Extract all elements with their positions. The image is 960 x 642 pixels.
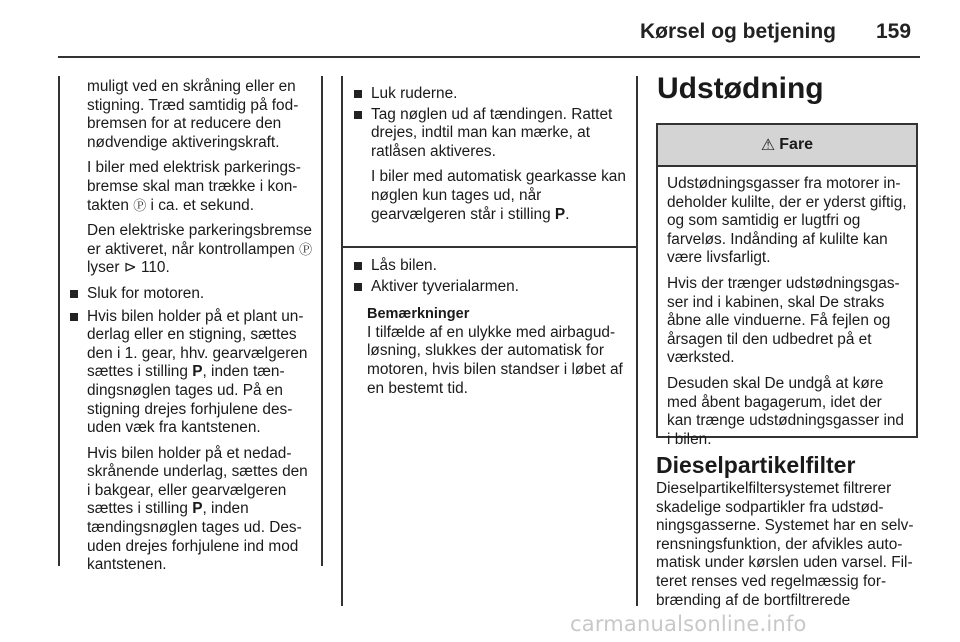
bullet-square-icon xyxy=(70,290,78,298)
section-heading: Udstødning xyxy=(657,72,824,105)
paragraph-automatic-gearbox: I biler med automatisk gearkasse kan nøglen kun tages ud, når gearvælgeren står i stilling P. xyxy=(371,168,626,223)
list-item: Aktiver tyverialarmen. xyxy=(347,278,629,297)
bullet-square-icon xyxy=(354,262,362,270)
list-item: Luk ruderne. xyxy=(347,85,629,104)
column-2-box-rule xyxy=(341,246,638,248)
paragraph-control-lamp: Den elektriske parkeringsbremse er aktiveret, når kontrollampen Ⓟ lyser ⊳ 110. xyxy=(87,222,313,277)
column-divider-middle-2 xyxy=(341,76,343,606)
paragraph-diesel-filter: Dieselpartikelfiltersystemet filtrerer skadelige sodpartikler fra udstødningsgasserne. Systemet har en selvrensningsfunktion, der afvikles automatisk under kørslen uden varsel. Filteret renses ved regelmæssig forbrænding af de bortfiltrerede xyxy=(656,480,914,609)
page-header-title: Kørsel og betjening xyxy=(640,20,837,43)
list-item: Sluk for motoren. xyxy=(63,285,315,304)
note-text: I tilfælde af en ulykke med airbagudløsning, slukkes der automatisk for motoren, hvis bilen standser i løbet af en bestemt tid. xyxy=(367,323,623,397)
column-1 xyxy=(63,78,315,582)
bullet-square-icon xyxy=(354,111,362,119)
paragraph-downhill: Hvis bilen holder på et nedadskrånende underlag, sættes den i bakgear, eller gearvælgeren sættes i stilling P, inden tændingsnøglen tages ud. Desuden drejes forhjulene ind mod kantstenen. xyxy=(87,444,308,574)
column-2-lower xyxy=(347,257,629,398)
warning-label: Fare xyxy=(779,136,814,153)
subsection-heading: Dieselpartikelfilter xyxy=(656,452,856,478)
warning-paragraph: Udstødningsgasser fra motorer indeholder kulilte, der er yderst giftig, og som samtidig er lugtfri og farveløs. Indånding af kulilte kan være livsfarligt. xyxy=(667,175,907,267)
column-divider-middle xyxy=(321,76,323,566)
note-label: Bemærkninger xyxy=(367,306,470,323)
warning-paragraph: Hvis der trænger udstødningsgasser ind i kabinen, skal De straks åbne alle vinduerne. Få fejlen og årsagen til den udbedret på et værksted. xyxy=(667,274,900,367)
parking-brake-icon: Ⓟ xyxy=(299,241,313,257)
bullet-square-icon xyxy=(354,283,362,291)
parking-brake-icon: Ⓟ xyxy=(133,197,147,213)
bullet-square-icon xyxy=(70,313,78,321)
paragraph-slope: muligt ved en skråning eller en stigning. Træd samtidig på fodbremsen for at reducere den nødvendige aktiveringskraft. xyxy=(87,78,299,151)
warning-header xyxy=(658,125,916,167)
page-reference-link[interactable]: ⊳ 110. xyxy=(123,259,170,277)
bullet-square-icon xyxy=(354,90,362,98)
watermark-text: carmanualsonline.info xyxy=(570,612,807,636)
warning-paragraph: Desuden skal De undgå at køre med åbent bagagerum, idet der kan trænge udstødningsgasser ind i bilen. xyxy=(667,374,904,448)
list-item: Hvis bilen holder på et plant underlag eller en stigning, sættes den i 1. gear, hhv. gearvælgeren sættes i stilling P, inden tændingsnøglen tages ud. På en stigning drejes forhjulene desuden væk fra kantstenen. xyxy=(63,308,315,438)
warning-box xyxy=(656,123,918,448)
list-item: Lås bilen. xyxy=(347,257,629,276)
header-rule xyxy=(58,56,920,58)
column-divider-left xyxy=(58,76,60,566)
column-3-text xyxy=(656,480,926,610)
column-divider-right xyxy=(636,76,638,606)
column-2 xyxy=(347,85,629,231)
warning-triangle-icon: ⚠ xyxy=(760,137,776,154)
list-item: Tag nøglen ud af tændingen. Rattet drejes, indtil man kan mærke, at ratlåsen aktiveres. xyxy=(347,106,629,162)
warning-body xyxy=(658,167,916,449)
page-number: 159 xyxy=(876,20,912,43)
paragraph-electric-brake: I biler med elektrisk parkeringsbremse skal man trække i kontakten Ⓟ i ca. et sekund. xyxy=(87,159,301,214)
